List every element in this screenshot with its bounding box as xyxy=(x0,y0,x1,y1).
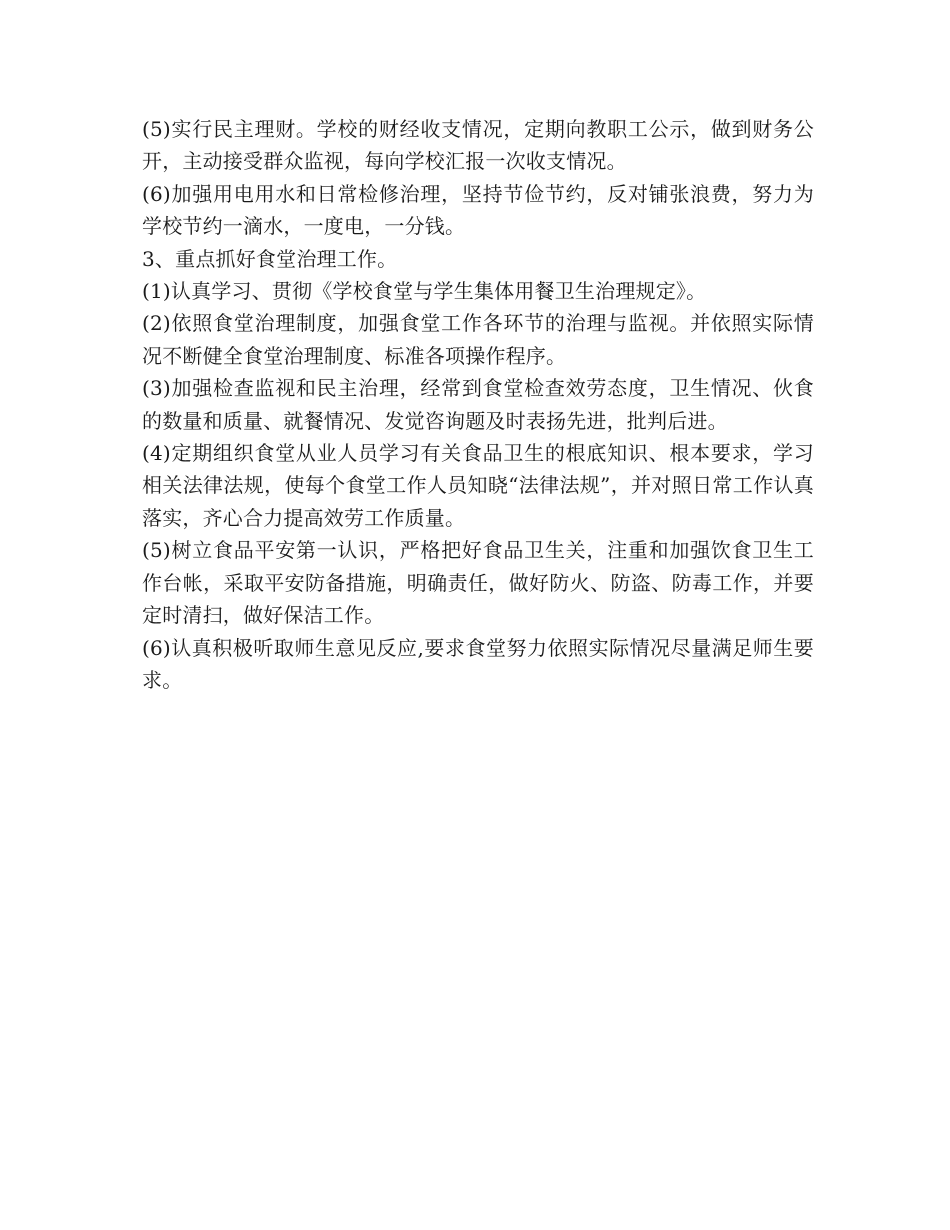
section-heading-canteen: 3、重点抓好食堂治理工作。 xyxy=(142,246,398,271)
paragraph-utility-saving: (6)加强用电用水和日常检修治理，坚持节俭节约，反对铺张浪费，努力为学校节约一滴水，一度电，一分钱。 xyxy=(142,181,814,239)
paragraph-canteen-rules: (2)依照食堂治理制度，加强食堂工作各环节的治理与监视。并依照实际情况不断健全食堂治理制度、标准各项操作程序。 xyxy=(142,311,814,368)
paragraph-staff-training: (4)定期组织食堂从业人员学习有关食品卫生的根底知识、根本要求，学习相关法律法规，使每个食堂工作人员知晓“法律法规”，并对照日常工作认真落实，齐心合力提高效劳工作质量。 xyxy=(142,441,814,530)
paragraph-inspection: (3)加强检查监视和民主治理，经常到食堂检查效劳态度，卫生情况、伙食的数量和质量、就餐情况、发觉咨询题及时表扬先进，批判后进。 xyxy=(142,376,814,433)
paragraph-finance-disclosure: (5)实行民主理财。学校的财经收支情况，定期向教职工公示，做到财务公开，主动接受群众监视，每向学校汇报一次收支情况。 xyxy=(142,117,814,174)
paragraph-food-safety: (5)树立食品平安第一认识，严格把好食品卫生关，注重和加强饮食卫生工作台帐，采取平安防备措施，明确责任，做好防火、防盗、防毒工作，并要定时清扫，做好保洁工作。 xyxy=(142,538,814,628)
paragraph-study-regulations: (1)认真学习、贯彻《学校食堂与学生集体用餐卫生治理规定》。 xyxy=(142,279,707,304)
paragraph-feedback: (6)认真积极听取师生意见反应,要求食堂努力依照实际情况尽量满足师生要求。 xyxy=(142,635,814,692)
document-body xyxy=(142,113,814,696)
